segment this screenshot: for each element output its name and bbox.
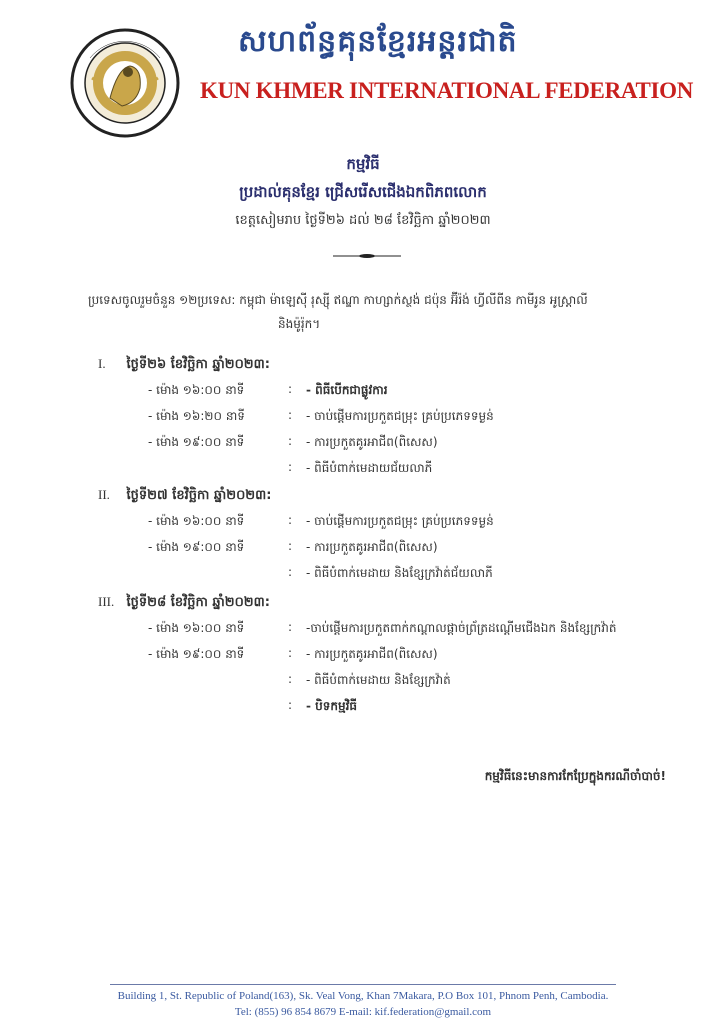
schedule-activity: - ការប្រកួតគូរអាជីព(ពិសេស) [306, 647, 438, 661]
day-heading-3 [98, 594, 270, 613]
day-heading-1 [98, 356, 270, 375]
schedule-colon: : [288, 539, 293, 553]
schedule-time: - ម៉ោង ១៦:០០ នាទី [148, 514, 245, 528]
day-number: III. [98, 594, 115, 609]
schedule-colon: : [288, 382, 293, 396]
schedule-time: - ម៉ោង ១៩:០០ នាទី [148, 540, 245, 554]
schedule-time: - ម៉ោង ១៦:២០ នាទី [148, 409, 245, 423]
day-number: I. [98, 356, 106, 371]
schedule-activity: - ពិធីបំពាក់មេដាយ និងខ្សែក្រវ៉ាត់ជ័យលាភី [306, 566, 493, 580]
schedule-activity: -ចាប់ផ្តើមការប្រកួតពាក់កណ្តាលផ្តាច់ព្រ័ត្រដណ្តើមជើងឯក និងខ្សែក្រវ៉ាត់ [306, 621, 617, 635]
schedule-activity: - ពិធីបំពាក់មេដាយ និងខ្សែក្រវ៉ាត់ [306, 673, 451, 687]
intro-line-1: ប្រទេសចូលរួមចំនួន ១២ប្រទេស: កម្ពុជា ម៉ាឡេស៊ី រុស្ស៊ី ឥណ្ឌា កាហ្សាក់ស្ថង់ ជប៉ុន អ៊ីរ៉ង់ ហ្វីលីពីន កាមីរូន អូស្ត្រាលី [88, 293, 588, 307]
change-notice: កម្មវិធីនេះមានការកែប្រែក្នុងករណីចាំបាច់! [484, 769, 666, 783]
schedule-activity: - បិទកម្មវិធី [306, 699, 358, 713]
day-label: ថ្ងៃទី២៨ ខែវិច្ឆិកា ឆ្នាំ២០២៣: [126, 595, 270, 610]
schedule-activity: - ការប្រកួតគូរអាជីព(ពិសេស) [306, 435, 438, 449]
schedule-colon: : [288, 565, 293, 579]
schedule-time: - ម៉ោង ១៩:០០ នាទី [148, 435, 245, 449]
day-number: II. [98, 487, 110, 502]
schedule-colon: : [288, 646, 293, 660]
day-label: ថ្ងៃទី២៧ ខែវិច្ឆិកា ឆ្នាំ២០២៣: [126, 488, 272, 503]
footer-divider [110, 984, 616, 985]
schedule-colon: : [288, 434, 293, 448]
schedule-colon: : [288, 408, 293, 422]
schedule-time: - ម៉ោង ១៦:០០ នាទី [148, 621, 245, 635]
footer-address: Building 1, St. Republic of Poland(163), Sk. Veal Vong, Khan 7Makara, P.O Box 101, Phnom Penh, Cambodia. [117, 990, 609, 1002]
day-label: ថ្ងៃទី២៦ ខែវិច្ឆិកា ឆ្នាំ២០២៣: [126, 357, 270, 372]
schedule-activity: - ពិធីបើកជាផ្លូវការ [306, 383, 388, 397]
participants-intro [88, 288, 688, 336]
federation-logo [70, 28, 180, 138]
schedule-time: - ម៉ោង ១៦:០០ នាទី [148, 383, 245, 397]
schedule-colon: : [288, 698, 293, 712]
schedule-colon: : [288, 513, 293, 527]
day-heading-2 [98, 487, 271, 506]
schedule-activity: - ចាប់ផ្តើមការប្រកួតជម្រុះ គ្រប់ប្រភេទទម្ងន់ [306, 514, 494, 528]
org-name-english: KUN KHMER INTERNATIONAL FEDERATION [200, 78, 694, 103]
schedule-colon: : [288, 460, 293, 474]
schedule-colon: : [288, 672, 293, 686]
event-title: ប្រដាល់គុនខ្មែរ ជ្រើសរើសជើងឯកពិភពលោក [239, 183, 487, 201]
org-name-khmer: សហព័ន្ធគុនខ្មែរអន្តរជាតិ [238, 24, 518, 59]
schedule-time: - ម៉ោង ១៩:០០ នាទី [148, 647, 245, 661]
schedule-activity: - ចាប់ផ្តើមការប្រកួតជម្រុះ គ្រប់ប្រភេទទម្ងន់ [306, 409, 494, 423]
footer-contact: Tel: (855) 96 854 8679 E-mail: kif.federation@gmail.com [234, 1006, 492, 1018]
program-title: កម្មវិធី [346, 155, 380, 173]
intro-line-2: និងម៉ូរ៉ុក។ [278, 317, 321, 331]
schedule-colon: : [288, 620, 293, 634]
event-date-location: ខេត្តសៀមរាប ថ្ងៃទី២៦ ដល់ ២៨ ខែវិច្ឆិកា ឆ្នាំ២០២៣ [235, 213, 491, 228]
schedule-activity: - ការប្រកួតគូរអាជីព(ពិសេស) [306, 540, 438, 554]
schedule-activity: - ពិធីបំពាក់មេដាយជ័យលាភី [306, 461, 433, 475]
divider-ornament [333, 254, 401, 258]
